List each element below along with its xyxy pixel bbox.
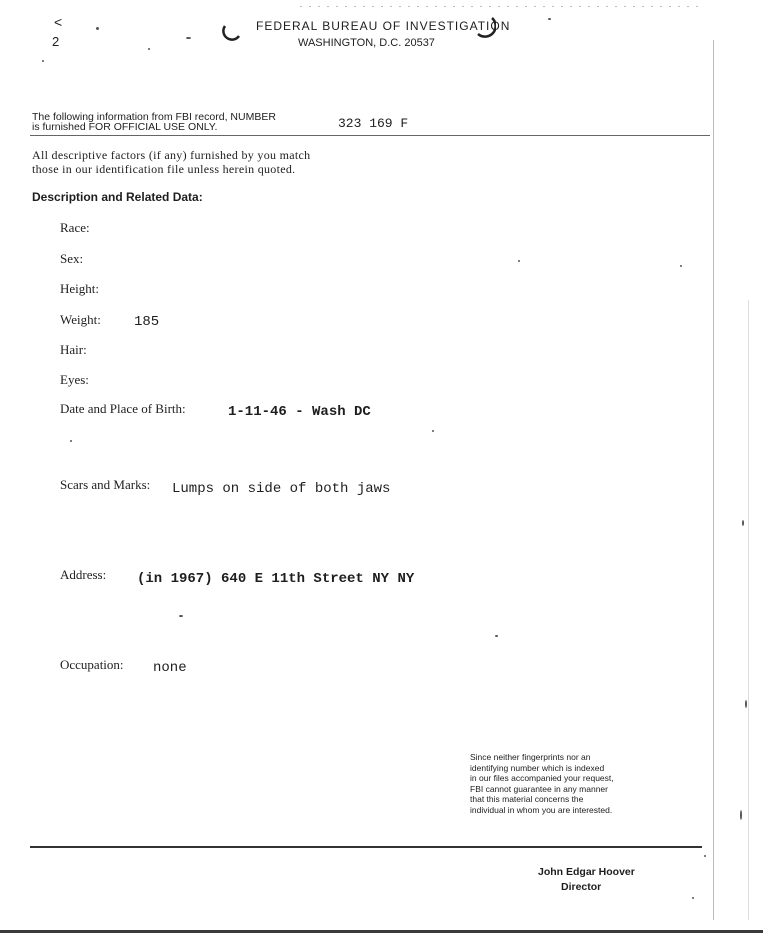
- scan-speck: [742, 520, 744, 526]
- scan-speck: [179, 615, 183, 617]
- scan-speck: [70, 440, 72, 442]
- scan-speck: [548, 18, 551, 20]
- eyes-label: Eyes:: [60, 372, 89, 387]
- height-label: Height:: [60, 281, 99, 296]
- scan-speck: [186, 37, 191, 39]
- descriptive-note-line2: those in our identification file unless herein quoted.: [32, 162, 296, 176]
- record-intro-line2: is furnished FOR OFFICIAL USE ONLY.: [32, 121, 218, 133]
- agency-address: WASHINGTON, D.C. 20537: [298, 37, 435, 49]
- signature-title: Director: [561, 881, 602, 893]
- scan-speck: [692, 897, 694, 899]
- scan-speck: [518, 260, 520, 262]
- scan-speck: [432, 430, 434, 432]
- scan-edge-bottom: [0, 930, 763, 933]
- scan-speck: [495, 635, 498, 637]
- disclaimer-block: [470, 752, 614, 815]
- scan-speck: [148, 48, 150, 50]
- section-title: Description and Related Data:: [32, 190, 203, 204]
- scan-speck: [42, 60, 44, 62]
- signature-name: John Edgar Hoover: [538, 866, 635, 878]
- weight-value: 185: [134, 314, 160, 330]
- disclaimer-line: in our files accompanied your request,: [470, 773, 614, 783]
- scan-speck: [96, 27, 99, 30]
- address-label: Address:: [60, 567, 107, 582]
- seal-left-icon: [222, 20, 242, 42]
- corner-mark: <: [54, 14, 63, 30]
- scan-speck: [745, 700, 747, 708]
- scan-speck: [680, 265, 682, 267]
- page-number: 2: [52, 34, 60, 49]
- agency-name: FEDERAL BUREAU OF INVESTIGATION: [256, 19, 511, 33]
- disclaimer-line: individual in whom you are interested.: [470, 804, 613, 815]
- sex-label: Sex:: [60, 251, 84, 266]
- scars-value: Lumps on side of both jaws: [172, 481, 391, 497]
- scan-edge-right: [713, 40, 714, 920]
- disclaimer-line: Since neither fingerprints nor an: [470, 752, 591, 762]
- scan-speck: [704, 855, 706, 857]
- birth-value: 1-11-46 - Wash DC: [228, 404, 371, 420]
- scars-label: Scars and Marks:: [60, 477, 151, 492]
- record-number: 323 169 F: [338, 116, 409, 131]
- disclaimer-line: identifying number which is indexed: [470, 762, 605, 773]
- scan-edge-right-inner: [748, 300, 749, 920]
- seal-right-icon: [472, 14, 496, 38]
- disclaimer-line: that this material concerns the: [470, 794, 584, 804]
- scan-speck: [740, 810, 742, 820]
- descriptive-note-line1: All descriptive factors (if any) furnished by you match: [32, 148, 311, 162]
- birth-label: Date and Place of Birth:: [60, 401, 186, 416]
- occupation-label: Occupation:: [60, 657, 124, 672]
- address-value: (in 1967) 640 E 11th Street NY NY: [137, 571, 415, 587]
- occupation-value: none: [153, 660, 187, 676]
- scan-top-dots: [300, 6, 700, 7]
- record-underline: [30, 135, 710, 136]
- footer-rule: [30, 846, 702, 848]
- race-label: Race:: [60, 220, 90, 235]
- record-intro-line1: The following information from FBI record, NUMBER: [32, 111, 276, 123]
- disclaimer-line: FBI cannot guarantee in any manner: [470, 783, 608, 794]
- hair-label: Hair:: [60, 342, 87, 357]
- weight-label: Weight:: [60, 312, 101, 327]
